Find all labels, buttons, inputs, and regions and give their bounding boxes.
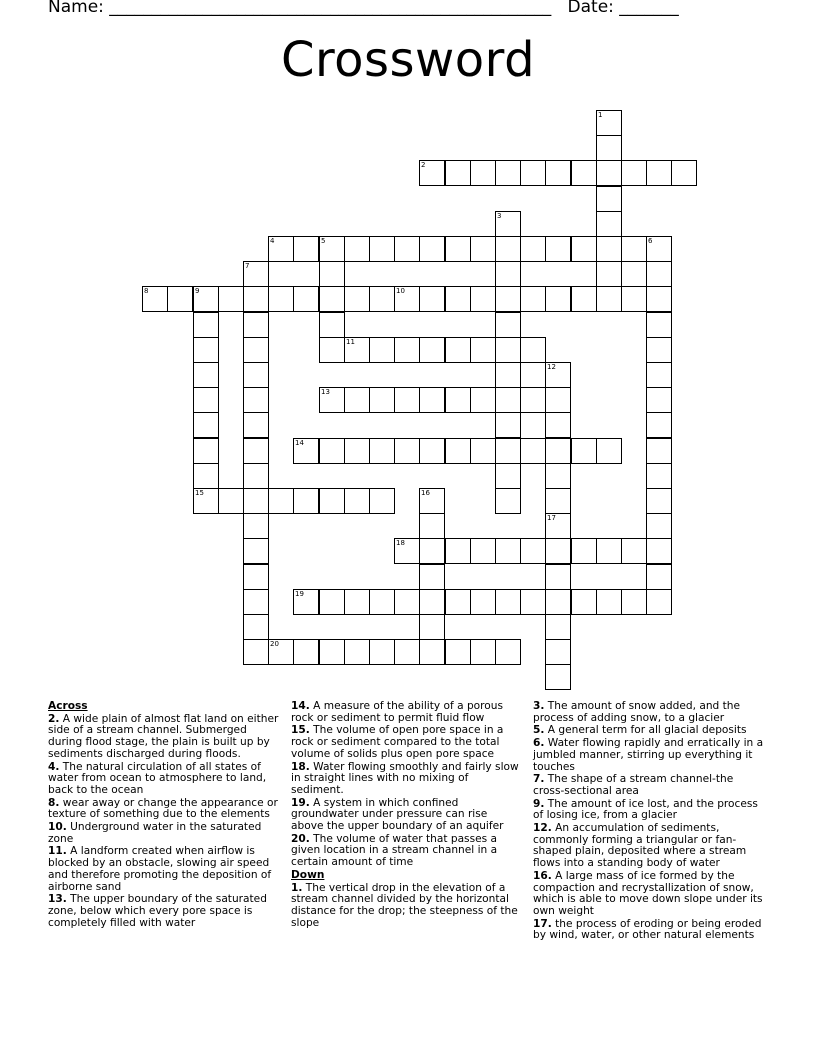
grid-cell[interactable] bbox=[445, 589, 471, 615]
clue-number-label: 19. bbox=[291, 796, 310, 809]
grid-cell[interactable] bbox=[621, 589, 647, 615]
grid-cell[interactable] bbox=[470, 639, 496, 665]
clue-item: 13. The upper boundary of the saturated zone, below which every pore space is completely filled with water bbox=[48, 893, 267, 929]
clue-item: 18. Water flowing smoothly and fairly slow in straight lines with no mixing of sediment. bbox=[291, 760, 519, 796]
grid-cell[interactable] bbox=[545, 513, 571, 539]
grid-cell[interactable] bbox=[243, 488, 269, 514]
grid-cell[interactable] bbox=[243, 312, 269, 338]
grid-cell[interactable] bbox=[495, 261, 521, 287]
grid-cell[interactable] bbox=[646, 312, 672, 338]
grid-cell[interactable] bbox=[646, 438, 672, 464]
grid-cell[interactable] bbox=[394, 639, 420, 665]
grid-cell[interactable] bbox=[495, 589, 521, 615]
grid-cell[interactable] bbox=[596, 110, 622, 136]
clue-number: 9 bbox=[195, 287, 200, 295]
grid-cell[interactable] bbox=[596, 236, 622, 262]
grid-cell[interactable] bbox=[394, 387, 420, 413]
grid-cell[interactable] bbox=[419, 236, 445, 262]
grid-cell[interactable] bbox=[445, 538, 471, 564]
grid-cell[interactable] bbox=[470, 387, 496, 413]
grid-cell[interactable] bbox=[495, 211, 521, 237]
grid-cell[interactable] bbox=[470, 337, 496, 363]
grid-cell[interactable] bbox=[621, 160, 647, 186]
clues-column-2 bbox=[291, 701, 523, 930]
clue-item: 15. The volume of open pore space in a rock or sediment compared to the total volume of solids plus open pore space bbox=[291, 724, 504, 760]
grid-cell[interactable] bbox=[243, 438, 269, 464]
grid-cell[interactable] bbox=[419, 160, 445, 186]
clue-item: 1. The vertical drop in the elevation of a stream channel divided by the horizontal distance for the drop; the steepness of the slope bbox=[291, 881, 518, 929]
grid-cell[interactable] bbox=[545, 639, 571, 665]
clue-number-label: 17. bbox=[533, 917, 552, 930]
grid-cell[interactable] bbox=[520, 337, 546, 363]
clue-section-heading: Down bbox=[291, 868, 325, 881]
grid-cell[interactable] bbox=[193, 387, 219, 413]
grid-cell[interactable] bbox=[243, 362, 269, 388]
grid-cell[interactable] bbox=[520, 589, 546, 615]
grid-cell[interactable] bbox=[243, 463, 269, 489]
grid-cell[interactable] bbox=[445, 438, 471, 464]
grid-cell[interactable] bbox=[369, 286, 395, 312]
grid-cell[interactable] bbox=[243, 538, 269, 564]
grid-cell[interactable] bbox=[445, 387, 471, 413]
clues-column-3 bbox=[533, 701, 765, 943]
grid-cell[interactable] bbox=[596, 135, 622, 161]
grid-cell[interactable] bbox=[545, 564, 571, 590]
grid-cell[interactable] bbox=[193, 337, 219, 363]
clue-number-label: 1. bbox=[291, 881, 303, 894]
clue-number: 1 bbox=[598, 111, 603, 119]
grid-cell[interactable] bbox=[394, 236, 420, 262]
grid-cell[interactable] bbox=[646, 387, 672, 413]
grid-cell[interactable] bbox=[596, 286, 622, 312]
grid-cell[interactable] bbox=[646, 261, 672, 287]
clue-number: 12 bbox=[547, 363, 556, 371]
grid-cell[interactable] bbox=[394, 337, 420, 363]
grid-cell[interactable] bbox=[495, 387, 521, 413]
clue-number: 17 bbox=[547, 514, 556, 522]
grid-cell[interactable] bbox=[571, 438, 597, 464]
clue-number-label: 5. bbox=[533, 724, 545, 737]
grid-cell[interactable] bbox=[394, 589, 420, 615]
clue-number: 2 bbox=[421, 161, 426, 169]
grid-cell[interactable] bbox=[646, 286, 672, 312]
grid-cell[interactable] bbox=[419, 286, 445, 312]
grid-cell[interactable] bbox=[268, 286, 294, 312]
clues-column-1 bbox=[48, 701, 280, 930]
grid-cell[interactable] bbox=[369, 438, 395, 464]
grid-cell[interactable] bbox=[495, 463, 521, 489]
grid-cell[interactable] bbox=[419, 337, 445, 363]
grid-cell[interactable] bbox=[470, 538, 496, 564]
grid-cell[interactable] bbox=[671, 160, 697, 186]
clue-item: 11. A landform created when airflow is blocked by an obstacle, slowing air speed and therefore promoting the deposition of airborne sand bbox=[48, 845, 272, 893]
clue-number: 15 bbox=[195, 489, 204, 497]
grid-cell[interactable] bbox=[621, 286, 647, 312]
clue-item: 19. A system in which confined groundwater under pressure can rise above the upper boundary of an aquifer bbox=[291, 796, 504, 833]
grid-cell[interactable] bbox=[369, 236, 395, 262]
clue-number-label: 11. bbox=[48, 845, 67, 858]
grid-cell[interactable] bbox=[520, 387, 546, 413]
date-blank[interactable]: _______ bbox=[619, 0, 679, 17]
grid-cell[interactable] bbox=[520, 438, 546, 464]
grid-cell[interactable] bbox=[470, 286, 496, 312]
grid-cell[interactable] bbox=[319, 236, 345, 262]
clue-number: 16 bbox=[421, 489, 430, 497]
grid-cell[interactable] bbox=[344, 589, 370, 615]
grid-cell[interactable] bbox=[419, 513, 445, 539]
clue-item: 16. A large mass of ice formed by the compaction and recrystallization of snow, which is able to move down slope under its own weight bbox=[533, 869, 763, 917]
grid-cell[interactable] bbox=[545, 286, 571, 312]
clue-number-label: 8. bbox=[48, 796, 60, 809]
grid-cell[interactable] bbox=[545, 412, 571, 438]
grid-cell[interactable] bbox=[621, 236, 647, 262]
clue-number: 18 bbox=[396, 539, 405, 547]
grid-cell[interactable] bbox=[369, 639, 395, 665]
grid-cell[interactable] bbox=[571, 286, 597, 312]
grid-cell[interactable] bbox=[596, 160, 622, 186]
grid-cell[interactable] bbox=[495, 286, 521, 312]
clue-number: 20 bbox=[270, 640, 279, 648]
clue-number: 3 bbox=[497, 212, 502, 220]
grid-cell[interactable] bbox=[193, 438, 219, 464]
grid-cell[interactable] bbox=[445, 639, 471, 665]
clue-item: 20. The volume of water that passes a given location in a stream channel in a certain amount of time bbox=[291, 832, 498, 869]
clue-item: 12. An accumulation of sediments, commonly forming a triangular or fan-shaped plain, deposited where a stream flows into a standing body of water bbox=[533, 822, 747, 870]
grid-cell[interactable] bbox=[646, 538, 672, 564]
grid-cell[interactable] bbox=[596, 211, 622, 237]
grid-cell[interactable] bbox=[545, 538, 571, 564]
clue-number-label: 2. bbox=[48, 712, 60, 725]
grid-cell[interactable] bbox=[293, 438, 319, 464]
clue-item: 2. A wide plain of almost flat land on either side of a stream channel. Submerged during flood stage, the plain is built up by sediments discharged during floods. bbox=[48, 712, 279, 760]
grid-cell[interactable] bbox=[470, 438, 496, 464]
grid-cell[interactable] bbox=[545, 664, 571, 690]
grid-cell[interactable] bbox=[193, 362, 219, 388]
clue-number-label: 14. bbox=[291, 700, 310, 712]
grid-cell[interactable] bbox=[167, 286, 193, 312]
grid-cell[interactable] bbox=[646, 412, 672, 438]
grid-cell[interactable] bbox=[319, 261, 345, 287]
grid-cell[interactable] bbox=[243, 564, 269, 590]
clue-number-label: 4. bbox=[48, 760, 60, 773]
grid-cell[interactable] bbox=[419, 564, 445, 590]
clue-item: 7. The shape of a stream channel-the cross-sectional area bbox=[533, 773, 734, 797]
grid-cell[interactable] bbox=[319, 337, 345, 363]
clue-item: 14. A measure of the ability of a porous rock or sediment to permit fluid flow bbox=[291, 700, 503, 724]
grid-cell[interactable] bbox=[545, 387, 571, 413]
grid-cell[interactable] bbox=[646, 236, 672, 262]
grid-cell[interactable] bbox=[344, 337, 370, 363]
grid-cell[interactable] bbox=[293, 236, 319, 262]
clue-item: 6. Water flowing rapidly and erratically in a jumbled manner, stirring up everything it touches bbox=[533, 737, 764, 773]
grid-cell[interactable] bbox=[646, 362, 672, 388]
grid-cell[interactable] bbox=[646, 160, 672, 186]
grid-cell[interactable] bbox=[293, 488, 319, 514]
grid-cell[interactable] bbox=[268, 488, 294, 514]
grid-cell[interactable] bbox=[545, 463, 571, 489]
grid-cell[interactable] bbox=[268, 236, 294, 262]
grid-cell[interactable] bbox=[344, 438, 370, 464]
clue-number-label: 7. bbox=[533, 773, 545, 786]
grid-cell[interactable] bbox=[319, 286, 345, 312]
grid-cell[interactable] bbox=[545, 160, 571, 186]
grid-cell[interactable] bbox=[394, 286, 420, 312]
grid-cell[interactable] bbox=[193, 488, 219, 514]
grid-cell[interactable] bbox=[621, 538, 647, 564]
grid-cell[interactable] bbox=[545, 236, 571, 262]
grid-cell[interactable] bbox=[495, 412, 521, 438]
grid-cell[interactable] bbox=[646, 589, 672, 615]
grid-cell[interactable] bbox=[419, 538, 445, 564]
clue-number: 13 bbox=[321, 388, 330, 396]
grid-cell[interactable] bbox=[344, 488, 370, 514]
grid-cell[interactable] bbox=[571, 236, 597, 262]
grid-cell[interactable] bbox=[596, 589, 622, 615]
grid-cell[interactable] bbox=[243, 412, 269, 438]
grid-cell[interactable] bbox=[520, 236, 546, 262]
date-label: Date: bbox=[567, 0, 614, 17]
grid-cell[interactable] bbox=[218, 488, 244, 514]
grid-cell[interactable] bbox=[193, 312, 219, 338]
clue-item: 10. Underground water in the saturated zone bbox=[48, 821, 262, 845]
clue-item: 5. A general term for all glacial deposits bbox=[533, 724, 747, 737]
grid-cell[interactable] bbox=[545, 488, 571, 514]
clue-number: 7 bbox=[245, 262, 250, 270]
clue-item: 3. The amount of snow added, and the process of adding snow, to a glacier bbox=[533, 700, 741, 724]
grid-cell[interactable] bbox=[344, 236, 370, 262]
clue-section-heading: Across bbox=[48, 700, 88, 712]
grid-cell[interactable] bbox=[545, 614, 571, 640]
grid-cell[interactable] bbox=[319, 589, 345, 615]
grid-cell[interactable] bbox=[445, 236, 471, 262]
grid-cell[interactable] bbox=[193, 286, 219, 312]
grid-cell[interactable] bbox=[319, 387, 345, 413]
grid-cell[interactable] bbox=[419, 488, 445, 514]
grid-cell[interactable] bbox=[495, 337, 521, 363]
grid-cell[interactable] bbox=[218, 286, 244, 312]
clue-number-label: 20. bbox=[291, 832, 310, 845]
grid-cell[interactable] bbox=[243, 337, 269, 363]
clue-number: 4 bbox=[270, 237, 275, 245]
grid-cell[interactable] bbox=[293, 639, 319, 665]
grid-cell[interactable] bbox=[243, 614, 269, 640]
grid-cell[interactable] bbox=[596, 261, 622, 287]
clue-number-label: 9. bbox=[533, 797, 545, 810]
grid-cell[interactable] bbox=[646, 337, 672, 363]
grid-cell[interactable] bbox=[445, 286, 471, 312]
grid-cell[interactable] bbox=[193, 412, 219, 438]
clue-number-label: 10. bbox=[48, 821, 67, 834]
grid-cell[interactable] bbox=[470, 236, 496, 262]
grid-cell[interactable] bbox=[344, 387, 370, 413]
grid-cell[interactable] bbox=[319, 488, 345, 514]
clue-number-label: 3. bbox=[533, 700, 545, 712]
grid-cell[interactable] bbox=[495, 538, 521, 564]
grid-cell[interactable] bbox=[520, 160, 546, 186]
grid-cell[interactable] bbox=[596, 538, 622, 564]
clue-number: 19 bbox=[295, 590, 304, 598]
grid-cell[interactable] bbox=[319, 438, 345, 464]
grid-cell[interactable] bbox=[243, 513, 269, 539]
grid-cell[interactable] bbox=[243, 261, 269, 287]
clue-item: 4. The natural circulation of all states of water from ocean to atmosphere to land, back to the ocean bbox=[48, 760, 267, 796]
grid-cell[interactable] bbox=[646, 463, 672, 489]
grid-cell[interactable] bbox=[545, 589, 571, 615]
grid-cell[interactable] bbox=[319, 639, 345, 665]
grid-cell[interactable] bbox=[646, 488, 672, 514]
grid-cell[interactable] bbox=[193, 463, 219, 489]
grid-cell[interactable] bbox=[344, 639, 370, 665]
grid-cell[interactable] bbox=[520, 538, 546, 564]
grid-cell[interactable] bbox=[545, 438, 571, 464]
grid-cell[interactable] bbox=[571, 589, 597, 615]
grid-cell[interactable] bbox=[545, 362, 571, 388]
grid-cell[interactable] bbox=[596, 186, 622, 212]
grid-cell[interactable] bbox=[571, 538, 597, 564]
grid-cell[interactable] bbox=[520, 286, 546, 312]
page-title: Crossword bbox=[280, 32, 536, 88]
grid-cell[interactable] bbox=[495, 160, 521, 186]
grid-cell[interactable] bbox=[419, 438, 445, 464]
clue-number-label: 12. bbox=[533, 822, 552, 835]
clue-number-label: 6. bbox=[533, 737, 545, 750]
grid-cell[interactable] bbox=[419, 614, 445, 640]
grid-cell[interactable] bbox=[369, 488, 395, 514]
grid-cell[interactable] bbox=[369, 589, 395, 615]
name-blank[interactable]: ____________________________________________________ bbox=[109, 0, 552, 17]
grid-cell[interactable] bbox=[419, 589, 445, 615]
grid-cell[interactable] bbox=[470, 160, 496, 186]
grid-cell[interactable] bbox=[394, 538, 420, 564]
grid-cell[interactable] bbox=[369, 387, 395, 413]
grid-cell[interactable] bbox=[419, 639, 445, 665]
grid-cell[interactable] bbox=[495, 639, 521, 665]
grid-cell[interactable] bbox=[495, 362, 521, 388]
grid-cell[interactable] bbox=[293, 286, 319, 312]
clue-number: 10 bbox=[396, 287, 405, 295]
clue-number: 14 bbox=[295, 439, 304, 447]
grid-cell[interactable] bbox=[243, 286, 269, 312]
clue-number: 11 bbox=[346, 338, 355, 346]
grid-cell[interactable] bbox=[495, 312, 521, 338]
grid-cell[interactable] bbox=[319, 312, 345, 338]
clue-number-label: 15. bbox=[291, 724, 310, 737]
grid-cell[interactable] bbox=[495, 236, 521, 262]
clue-item: 8. wear away or change the appearance or texture of something due to the elements bbox=[48, 796, 278, 821]
grid-cell[interactable] bbox=[470, 589, 496, 615]
grid-cell[interactable] bbox=[445, 337, 471, 363]
grid-cell[interactable] bbox=[571, 160, 597, 186]
grid-cell[interactable] bbox=[495, 438, 521, 464]
clue-number-label: 13. bbox=[48, 893, 67, 906]
grid-cell[interactable] bbox=[243, 639, 269, 665]
grid-cell[interactable] bbox=[646, 564, 672, 590]
clue-number: 5 bbox=[321, 237, 326, 245]
grid-cell[interactable] bbox=[419, 387, 445, 413]
grid-cell[interactable] bbox=[142, 286, 168, 312]
clue-item: 9. The amount of ice lost, and the process of losing ice, from a glacier bbox=[533, 797, 758, 822]
grid-cell[interactable] bbox=[596, 438, 622, 464]
grid-cell[interactable] bbox=[369, 337, 395, 363]
clue-item: 17. the process of eroding or being eroded by wind, water, or other natural elements bbox=[533, 917, 762, 942]
grid-cell[interactable] bbox=[445, 160, 471, 186]
clue-number: 6 bbox=[648, 237, 653, 245]
grid-cell[interactable] bbox=[495, 488, 521, 514]
grid-cell[interactable] bbox=[344, 286, 370, 312]
grid-cell[interactable] bbox=[243, 589, 269, 615]
clue-number: 8 bbox=[144, 287, 149, 295]
clue-number-label: 18. bbox=[291, 760, 310, 773]
clue-number-label: 16. bbox=[533, 869, 552, 882]
grid-cell[interactable] bbox=[293, 589, 319, 615]
grid-cell[interactable] bbox=[646, 513, 672, 539]
grid-cell[interactable] bbox=[243, 387, 269, 413]
name-label: Name: bbox=[48, 0, 104, 17]
grid-cell[interactable] bbox=[394, 438, 420, 464]
grid-cell[interactable] bbox=[268, 639, 294, 665]
